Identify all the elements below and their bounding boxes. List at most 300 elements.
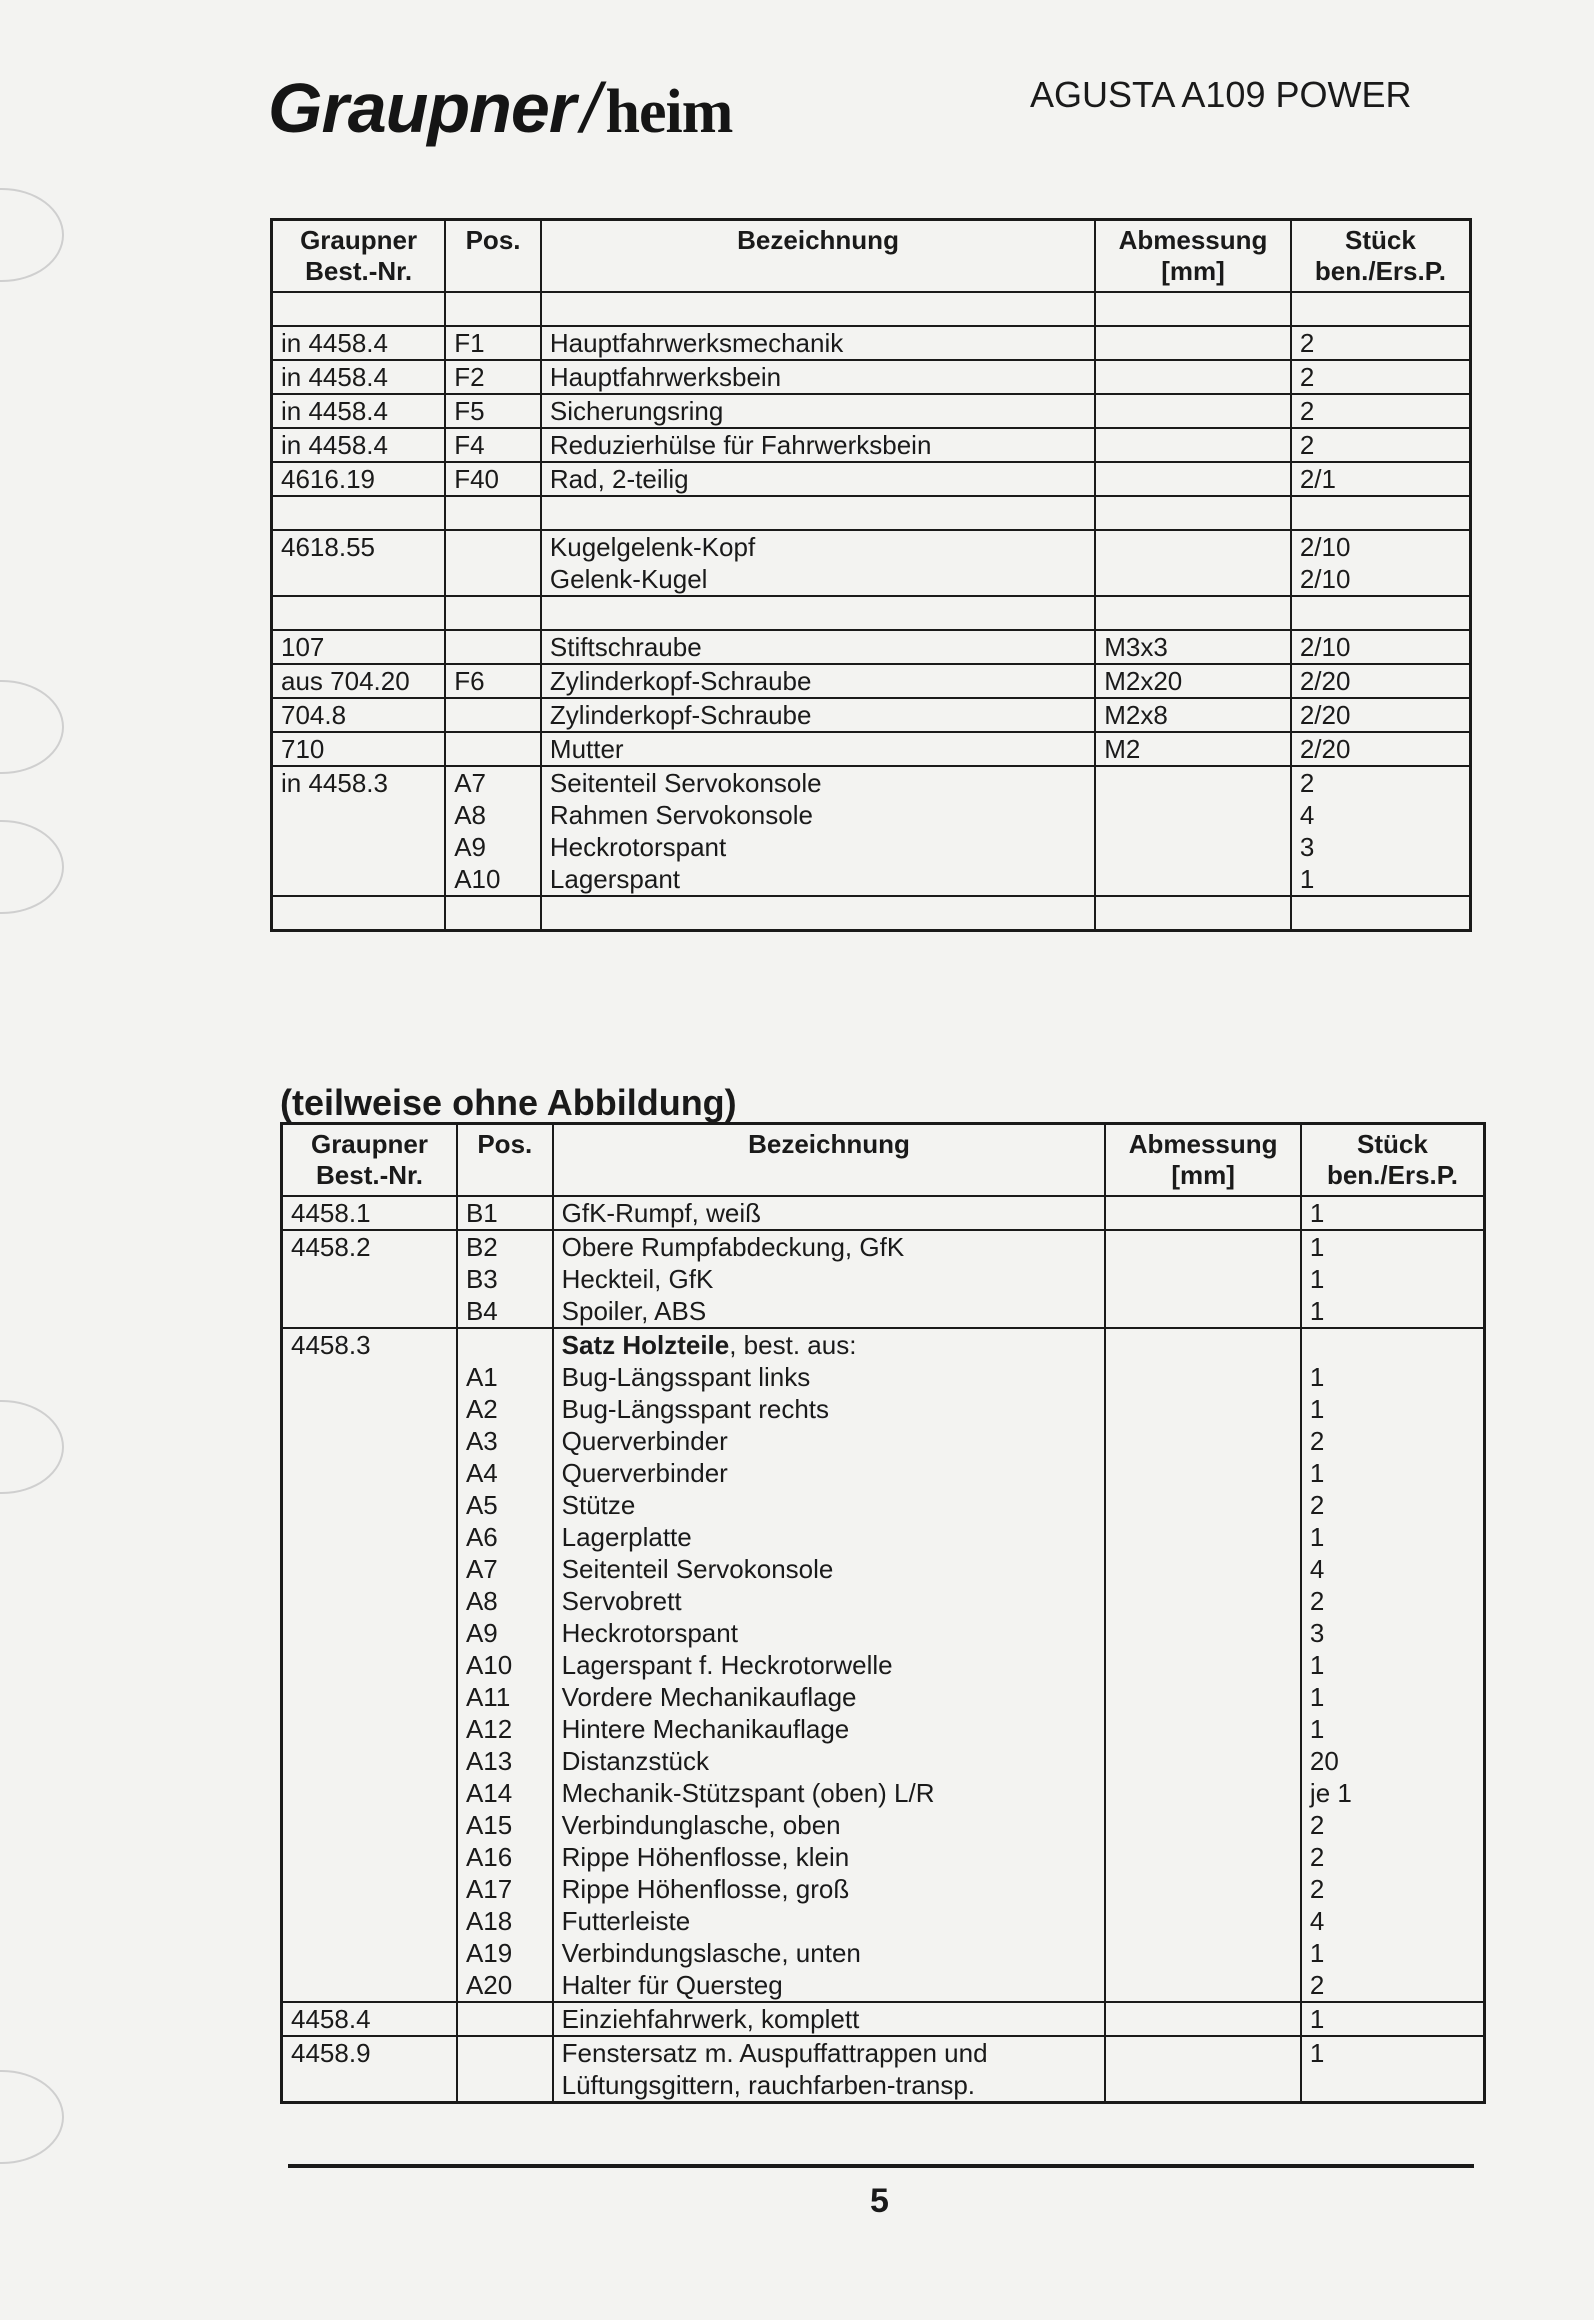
cell-abmessung <box>1095 630 1291 664</box>
cell-best-nr <box>272 766 446 896</box>
cell-abmessung-line <box>1104 897 1282 929</box>
cell-bezeichnung-line: Hauptfahrwerksmechanik <box>549 328 844 358</box>
cell-best-nr <box>272 496 446 530</box>
punch-hole <box>0 680 64 774</box>
col-header-bezeichnung: Bezeichnung <box>553 1124 1106 1197</box>
cell-abmessung-line <box>1104 293 1282 325</box>
cell-best-nr-line: 4458.2 <box>291 1232 371 1262</box>
cell-bezeichnung-line: Querverbinder <box>561 1426 728 1456</box>
cell-bezeichnung <box>541 664 1095 698</box>
table-row <box>272 596 1471 630</box>
cell-stueck-line: 2/20 <box>1299 666 1351 696</box>
cell-bezeichnung <box>541 360 1095 394</box>
cell-stueck <box>1301 2036 1485 2103</box>
cell-best-nr <box>282 1328 457 2002</box>
cell-bezeichnung-line: Rippe Höhenflosse, groß <box>561 1874 850 1904</box>
cell-pos-line <box>454 897 532 929</box>
col-header-pos: Pos. <box>457 1124 553 1197</box>
cell-bezeichnung-line: Lagerplatte <box>561 1522 692 1552</box>
cell-pos-line: A12 <box>465 1714 513 1744</box>
cell-bezeichnung-line: Lagerspant f. Heckrotorwelle <box>561 1650 893 1680</box>
cell-best-nr <box>272 462 446 496</box>
cell-best-nr <box>272 326 446 360</box>
cell-stueck-line: 2 <box>1299 328 1315 358</box>
cell-abmessung <box>1095 428 1291 462</box>
cell-bezeichnung-line: Verbindungslasche, unten <box>561 1938 861 1968</box>
cell-stueck-line: 2/10 <box>1299 564 1351 594</box>
cell-best-nr-line: 4616.19 <box>281 464 375 494</box>
table-row <box>282 1196 1485 1230</box>
cell-bezeichnung-line: Hauptfahrwerksbein <box>549 362 782 392</box>
table-row <box>272 394 1471 428</box>
cell-bezeichnung <box>541 530 1095 596</box>
cell-abmessung-line: M3x3 <box>1104 632 1168 662</box>
cell-bezeichnung-line: Futterleiste <box>561 1906 691 1936</box>
punch-hole <box>0 188 64 282</box>
cell-abmessung-line: M2x8 <box>1104 700 1168 730</box>
cell-pos-line: A19 <box>465 1938 513 1968</box>
cell-pos-line <box>454 293 532 325</box>
cell-best-nr <box>272 292 446 326</box>
cell-pos-line: A9 <box>465 1618 498 1648</box>
cell-abmessung-line: M2 <box>1104 734 1141 764</box>
cell-bezeichnung-line: Mutter <box>549 734 624 764</box>
parts-table-1 <box>270 218 1472 932</box>
cell-stueck-line: 1 <box>1309 1938 1325 1968</box>
cell-abmessung <box>1095 732 1291 766</box>
cell-stueck-line: 1 <box>1309 1650 1325 1680</box>
cell-abmessung-line <box>1104 327 1282 359</box>
cell-bezeichnung-line: Kugelgelenk-Kopf <box>549 532 756 562</box>
cell-best-nr-line: in 4458.4 <box>281 430 388 460</box>
cell-pos-line: A9 <box>454 832 487 862</box>
cell-best-nr <box>282 1196 457 1230</box>
cell-best-nr-line: 4458.9 <box>291 2038 371 2068</box>
cell-stueck-line: 1 <box>1309 1198 1325 1228</box>
cell-stueck-line: 2 <box>1309 1490 1325 1520</box>
parts-table-2 <box>280 1122 1486 2104</box>
punch-hole <box>0 2070 64 2164</box>
cell-best-nr <box>282 2036 457 2103</box>
cell-abmessung <box>1095 360 1291 394</box>
cell-stueck <box>1291 664 1471 698</box>
cell-pos-line <box>454 631 532 663</box>
cell-stueck-line: 4 <box>1309 1906 1325 1936</box>
cell-pos-line: A3 <box>465 1426 498 1456</box>
cell-bezeichnung <box>553 1230 1106 1328</box>
cell-bezeichnung-line: Seitenteil Servokonsole <box>549 768 822 798</box>
cell-bezeichnung-line: Heckteil, GfK <box>561 1264 714 1294</box>
cell-bezeichnung-line: GfK-Rumpf, weiß <box>561 1198 762 1228</box>
cell-pos <box>445 326 541 360</box>
cell-bezeichnung <box>553 1328 1106 2002</box>
col-header-best-nr: Graupner Best.-Nr. <box>282 1124 457 1197</box>
cell-bezeichnung-line <box>550 293 1086 325</box>
cell-abmessung-line <box>1104 463 1282 495</box>
cell-stueck <box>1291 766 1471 896</box>
table-row <box>272 428 1471 462</box>
cell-abmessung <box>1095 664 1291 698</box>
cell-bezeichnung-line: Einziehfahrwerk, komplett <box>561 2004 860 2034</box>
cell-stueck <box>1301 2002 1485 2036</box>
cell-pos-line: B3 <box>465 1264 498 1294</box>
cell-bezeichnung-line <box>550 897 1086 929</box>
document-title: AGUSTA A109 POWER <box>1030 74 1412 115</box>
cell-abmessung-line <box>1104 361 1282 393</box>
cell-pos <box>457 2036 553 2103</box>
cell-bezeichnung-line: Reduzierhülse für Fahrwerksbein <box>549 430 932 460</box>
cell-best-nr-line: 4458.4 <box>291 2004 371 2034</box>
cell-pos <box>445 428 541 462</box>
cell-best-nr-line <box>281 597 436 629</box>
cell-best-nr-line <box>281 497 436 529</box>
cell-abmessung <box>1095 698 1291 732</box>
cell-bezeichnung <box>541 698 1095 732</box>
cell-stueck-line: 2 <box>1299 396 1315 426</box>
cell-pos-line: F4 <box>454 430 485 460</box>
cell-bezeichnung-line <box>550 597 1086 629</box>
table-row <box>272 630 1471 664</box>
cell-best-nr-line <box>281 293 436 325</box>
cell-best-nr-line: 107 <box>281 632 325 662</box>
cell-abmessung <box>1095 394 1291 428</box>
cell-abmessung-line <box>1104 767 1282 799</box>
table-row <box>272 698 1471 732</box>
cell-best-nr <box>272 732 446 766</box>
cell-stueck-line: 1 <box>1309 1394 1325 1424</box>
cell-bezeichnung-line: Heckrotorspant <box>561 1618 738 1648</box>
table-row <box>272 462 1471 496</box>
cell-best-nr <box>282 1230 457 1328</box>
cell-best-nr-line: 704.8 <box>281 700 347 730</box>
cell-bezeichnung <box>541 732 1095 766</box>
footer-rule <box>288 2164 1474 2168</box>
bezeichnung-heading <box>562 1329 1097 1361</box>
cell-pos-line <box>454 597 532 629</box>
cell-stueck-line: 1 <box>1309 2038 1325 2068</box>
bezeichnung-heading-bold: Satz Holzteile <box>561 1330 730 1360</box>
cell-pos <box>445 530 541 596</box>
cell-bezeichnung-line: Rippe Höhenflosse, klein <box>561 1842 850 1872</box>
cell-pos-line <box>466 2003 544 2035</box>
cell-pos-line: B2 <box>465 1232 498 1262</box>
bezeichnung-heading-rest: , best. aus: <box>729 1330 857 1360</box>
cell-abmessung <box>1095 326 1291 360</box>
cell-bezeichnung-line: Stiftschraube <box>549 632 702 662</box>
cell-stueck <box>1301 1196 1485 1230</box>
cell-bezeichnung-line: Mechanik-Stützspant (oben) L/R <box>561 1778 935 1808</box>
cell-stueck-line: 4 <box>1309 1554 1325 1584</box>
cell-abmessung-line <box>1104 531 1282 563</box>
cell-best-nr <box>272 698 446 732</box>
cell-pos-line: A6 <box>465 1522 498 1552</box>
table-row <box>272 896 1471 931</box>
cell-bezeichnung-line: Gelenk-Kugel <box>549 564 708 594</box>
cell-abmessung-line: M2x20 <box>1104 666 1183 696</box>
cell-pos <box>445 630 541 664</box>
cell-pos-line: A2 <box>465 1394 498 1424</box>
cell-best-nr-line: in 4458.4 <box>281 362 388 392</box>
cell-pos <box>445 462 541 496</box>
cell-pos-line: F6 <box>454 666 485 696</box>
cell-stueck <box>1301 1230 1485 1328</box>
cell-stueck-line: 2 <box>1299 768 1315 798</box>
cell-pos-line: A5 <box>465 1490 498 1520</box>
col-header-bezeichnung: Bezeichnung <box>541 220 1095 293</box>
cell-best-nr-line: 4458.3 <box>291 1330 371 1360</box>
cell-pos <box>445 360 541 394</box>
cell-bezeichnung-line: Zylinderkopf-Schraube <box>549 700 812 730</box>
cell-pos-line <box>454 733 532 765</box>
cell-bezeichnung-line: Fenstersatz m. Auspuffattrappen und <box>561 2038 988 2068</box>
cell-pos-line: A20 <box>465 1970 513 2000</box>
cell-stueck-line: 4 <box>1299 800 1315 830</box>
cell-bezeichnung-line: Lagerspant <box>549 864 681 894</box>
cell-pos-line: A14 <box>465 1778 513 1808</box>
cell-abmessung <box>1095 896 1291 931</box>
cell-abmessung-line <box>1104 597 1282 629</box>
cell-stueck <box>1301 1328 1485 2002</box>
cell-pos-line: A16 <box>465 1842 513 1872</box>
cell-stueck-line: 2/10 <box>1299 532 1351 562</box>
cell-stueck <box>1291 462 1471 496</box>
cell-stueck-line: 2/20 <box>1299 700 1351 730</box>
cell-stueck-line <box>1300 597 1461 629</box>
cell-stueck-line: 1 <box>1309 1232 1325 1262</box>
cell-bezeichnung-line: Servobrett <box>561 1586 682 1616</box>
table-row <box>272 732 1471 766</box>
table-row <box>272 496 1471 530</box>
cell-stueck-line: 2/20 <box>1299 734 1351 764</box>
cell-best-nr <box>272 428 446 462</box>
cell-abmessung-line <box>1114 1231 1292 1263</box>
cell-pos-line: A1 <box>465 1362 498 1392</box>
cell-bezeichnung <box>541 496 1095 530</box>
cell-bezeichnung <box>553 2002 1106 2036</box>
cell-stueck-line: 1 <box>1309 1458 1325 1488</box>
cell-pos-line: A8 <box>465 1586 498 1616</box>
cell-stueck-line: 3 <box>1299 832 1315 862</box>
cell-stueck-line: 2/10 <box>1299 632 1351 662</box>
cell-abmessung-line <box>1114 1197 1292 1229</box>
cell-stueck-line: 2 <box>1309 1586 1325 1616</box>
cell-best-nr-line: in 4458.4 <box>281 328 388 358</box>
cell-stueck-line: 1 <box>1309 1362 1325 1392</box>
cell-stueck-line: 2/1 <box>1299 464 1336 494</box>
cell-best-nr-line: 4618.55 <box>281 532 375 562</box>
cell-pos-line: A13 <box>465 1746 513 1776</box>
cell-stueck <box>1291 496 1471 530</box>
table-row <box>272 326 1471 360</box>
cell-best-nr-line: aus 704.20 <box>281 666 410 696</box>
table-row <box>282 2002 1485 2036</box>
cell-pos-line <box>454 531 532 563</box>
cell-bezeichnung-line: Querverbinder <box>561 1458 728 1488</box>
cell-pos-line: F5 <box>454 396 485 426</box>
cell-stueck-line: 2 <box>1309 1970 1325 2000</box>
col-header-abmessung: Abmessung [mm] <box>1105 1124 1301 1197</box>
cell-stueck-line: 3 <box>1309 1618 1325 1648</box>
cell-bezeichnung-line: Bug-Längsspant links <box>561 1362 811 1392</box>
cell-bezeichnung-line: Lüftungsgittern, rauchfarben-transp. <box>561 2070 975 2100</box>
cell-pos-line: A4 <box>465 1458 498 1488</box>
cell-abmessung-line <box>1114 2037 1292 2069</box>
cell-pos <box>445 766 541 896</box>
cell-best-nr <box>272 530 446 596</box>
cell-pos-line <box>454 699 532 731</box>
cell-stueck-line: 1 <box>1309 1714 1325 1744</box>
cell-abmessung-line <box>1104 497 1282 529</box>
cell-best-nr <box>282 2002 457 2036</box>
cell-pos-line: A7 <box>465 1554 498 1584</box>
cell-best-nr <box>272 360 446 394</box>
cell-stueck-line <box>1310 1329 1475 1361</box>
cell-stueck-line: 20 <box>1309 1746 1339 1776</box>
cell-bezeichnung-line: Zylinderkopf-Schraube <box>549 666 812 696</box>
cell-pos <box>445 596 541 630</box>
cell-bezeichnung-line: Rahmen Servokonsole <box>549 800 813 830</box>
cell-stueck-line <box>1300 897 1461 929</box>
cell-bezeichnung-line: Verbindunglasche, oben <box>561 1810 841 1840</box>
cell-stueck <box>1291 732 1471 766</box>
cell-bezeichnung-line: Obere Rumpfabdeckung, GfK <box>561 1232 905 1262</box>
cell-abmessung <box>1095 530 1291 596</box>
cell-pos-line <box>466 2037 544 2069</box>
cell-pos-line: A10 <box>454 864 501 894</box>
cell-abmessung-line <box>1104 395 1282 427</box>
cell-best-nr <box>272 664 446 698</box>
cell-bezeichnung <box>541 394 1095 428</box>
cell-bezeichnung-line: Heckrotorspant <box>549 832 727 862</box>
cell-stueck-line: je 1 <box>1309 1778 1352 1808</box>
cell-pos <box>445 496 541 530</box>
cell-bezeichnung <box>541 596 1095 630</box>
cell-pos-line: A18 <box>465 1906 513 1936</box>
cell-bezeichnung <box>541 292 1095 326</box>
cell-stueck-line: 2 <box>1299 430 1315 460</box>
cell-abmessung-line <box>1114 1329 1292 1361</box>
cell-pos-line: A11 <box>465 1682 511 1712</box>
col-header-best-nr: Graupner Best.-Nr. <box>272 220 446 293</box>
cell-stueck-line: 2 <box>1309 1426 1325 1456</box>
cell-stueck-line: 1 <box>1309 2004 1325 2034</box>
cell-best-nr-line: 4458.1 <box>291 1198 371 1228</box>
cell-bezeichnung-line: Seitenteil Servokonsole <box>561 1554 834 1584</box>
cell-best-nr-line <box>281 897 436 929</box>
cell-abmessung-line <box>1114 2003 1292 2035</box>
cell-stueck <box>1291 896 1471 931</box>
cell-pos <box>445 292 541 326</box>
cell-abmessung <box>1105 2002 1301 2036</box>
table-row <box>282 2036 1485 2103</box>
cell-bezeichnung-line: Sicherungsring <box>549 396 724 426</box>
cell-abmessung <box>1105 1230 1301 1328</box>
cell-bezeichnung <box>553 1196 1106 1230</box>
table-row <box>272 530 1471 596</box>
cell-stueck-line: 1 <box>1309 1682 1325 1712</box>
cell-stueck <box>1291 326 1471 360</box>
cell-stueck <box>1291 292 1471 326</box>
col-header-abmessung: Abmessung [mm] <box>1095 220 1291 293</box>
cell-pos-line <box>466 1329 544 1361</box>
table-row <box>272 292 1471 326</box>
cell-stueck-line <box>1300 497 1461 529</box>
cell-stueck <box>1291 630 1471 664</box>
cell-pos-line: B1 <box>465 1198 498 1228</box>
cell-pos <box>457 1196 553 1230</box>
cell-bezeichnung <box>553 2036 1106 2103</box>
cell-bezeichnung <box>541 766 1095 896</box>
graupner-heim-logo: Graupner/heim <box>268 69 733 147</box>
punch-hole <box>0 820 64 914</box>
cell-bezeichnung <box>541 630 1095 664</box>
cell-abmessung <box>1105 2036 1301 2103</box>
cell-pos-line: A15 <box>465 1810 513 1840</box>
cell-stueck-line: 1 <box>1309 1264 1325 1294</box>
cell-pos <box>445 698 541 732</box>
cell-bezeichnung-line: Bug-Längsspant rechts <box>561 1394 830 1424</box>
cell-pos-line: A10 <box>465 1650 513 1680</box>
cell-stueck <box>1291 530 1471 596</box>
table-row <box>282 1328 1485 2002</box>
table-row <box>272 360 1471 394</box>
page-number: 5 <box>870 2182 889 2220</box>
cell-pos <box>445 664 541 698</box>
cell-bezeichnung-line: Distanzstück <box>561 1746 710 1776</box>
cell-bezeichnung <box>541 428 1095 462</box>
cell-pos <box>445 732 541 766</box>
cell-pos <box>457 2002 553 2036</box>
cell-bezeichnung-line: Stütze <box>561 1490 636 1520</box>
cell-best-nr-line: in 4458.3 <box>281 768 388 798</box>
cell-pos-line: F2 <box>454 362 485 392</box>
table-row <box>272 664 1471 698</box>
cell-abmessung <box>1105 1196 1301 1230</box>
cell-bezeichnung-line: Rad, 2-teilig <box>549 464 689 494</box>
cell-stueck-line: 2 <box>1309 1874 1325 1904</box>
cell-best-nr <box>272 896 446 931</box>
cell-pos <box>445 394 541 428</box>
cell-bezeichnung-line: Vordere Mechanikauflage <box>561 1682 857 1712</box>
table-header-row <box>282 1124 1485 1197</box>
cell-pos-line: F40 <box>454 464 500 494</box>
cell-stueck <box>1291 428 1471 462</box>
table-row <box>282 1230 1485 1328</box>
cell-stueck-line: 1 <box>1309 1296 1325 1326</box>
cell-best-nr <box>272 596 446 630</box>
cell-stueck-line: 2 <box>1309 1842 1325 1872</box>
cell-stueck-line <box>1300 293 1461 325</box>
cell-stueck-line: 1 <box>1299 864 1315 894</box>
cell-stueck-line: 2 <box>1309 1810 1325 1840</box>
cell-best-nr <box>272 394 446 428</box>
cell-bezeichnung-line: Halter für Quersteg <box>561 1970 783 2000</box>
cell-bezeichnung <box>541 896 1095 931</box>
cell-pos-line: A8 <box>454 800 487 830</box>
cell-pos <box>445 896 541 931</box>
cell-abmessung <box>1095 596 1291 630</box>
cell-stueck-line: 2 <box>1299 362 1315 392</box>
table-row <box>272 766 1471 896</box>
cell-pos <box>457 1328 553 2002</box>
cell-best-nr-line: 710 <box>281 734 325 764</box>
cell-best-nr <box>272 630 446 664</box>
col-header-stueck: Stück ben./Ers.P. <box>1291 220 1471 293</box>
cell-stueck <box>1291 394 1471 428</box>
cell-stueck-line: 1 <box>1309 1522 1325 1552</box>
cell-pos-line: F1 <box>454 328 485 358</box>
cell-pos <box>457 1230 553 1328</box>
